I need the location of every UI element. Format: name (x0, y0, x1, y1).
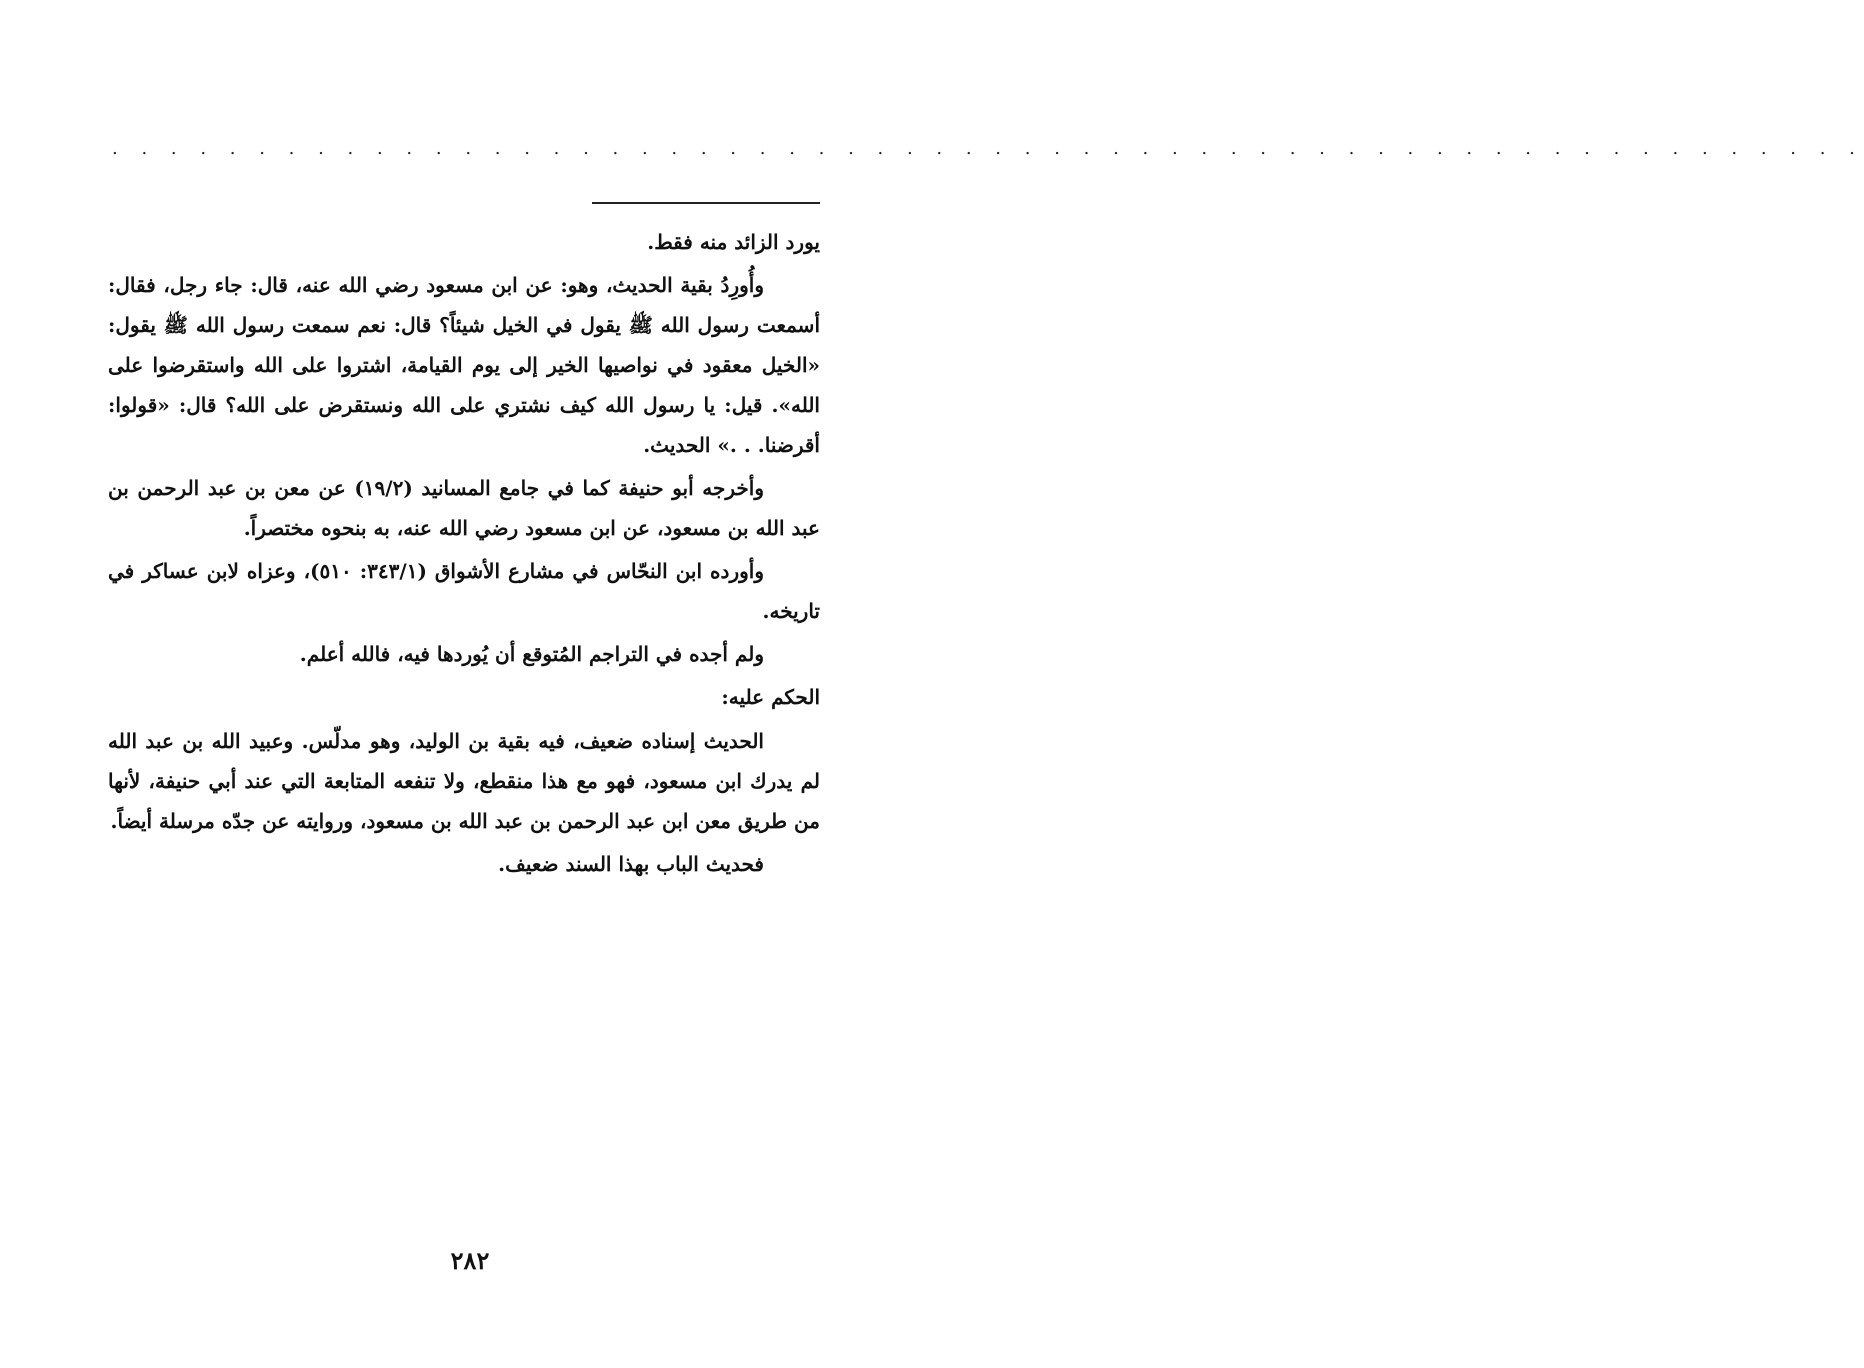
footnote-text-block (108, 222, 820, 887)
ruling-paragraph-1: الحديث إسناده ضعيف، فيه بقية بن الوليد، وهو مدلّس. وعبيد الله بن عبد الله لم يدرك ابن مسعود، فهو مع هذا منقطع، ولا تنفعه المتابعة التي عند أبي حنيفة، لأنها من طريق معن ابن عبد الرحمن بن عبد الله بن مسعود، وروايته عن جدّه مرسلة أيضاً. (108, 729, 820, 833)
paragraph-4: وأورده ابن النحّاس في مشارع الأشواق (٣٤٣/١: ٥١٠)، وعزاه لابن عساكر في تاريخه. (108, 559, 820, 623)
paragraph-5: ولم أجده في التراجم المُتوقع أن يُوردها فيه، فالله أعلم. (299, 642, 764, 666)
ruling-paragraph-2: فحديث الباب بهذا السند ضعيف. (498, 852, 764, 876)
paragraph-3: وأخرجه أبو حنيفة كما في جامع المسانيد (١٩/٢) عن معن بن عبد الرحمن بن عبد الله بن مسعود، عن ابن مسعود رضي الله عنه، به بنحوه مختصراً. (108, 476, 820, 540)
page-number: ٢٨٢ (450, 1246, 490, 1275)
paragraph-1: يورد الزائد منه فقط. (647, 230, 820, 254)
footnote-rule (592, 202, 820, 204)
ruling-heading: الحكم عليه: (721, 685, 820, 709)
paragraph-2: وأُورِدُ بقية الحديث، وهو: عن ابن مسعود رضي الله عنه، قال: جاء رجل، فقال: أسمعت رسول الله ﷺ يقول في الخيل شيئاً؟ قال: نعم سمعت رسول الله ﷺ يقول: «الخيل معقود في نواصيها الخير إلى يوم القيامة، اشتروا على الله واستقرضوا على الله». قيل: يا رسول الله كيف نشتري على الله ونستقرض على الله؟ قال: «قولوا: أقرضنا. . .» الحديث. (108, 273, 820, 457)
footnote-separator-dots: . . . . . . . . . . . . . . . . . . . . . . . . . . . . . . . . . . . . . . . . . . . . . . . . . . . . . . . . . . . . (112, 138, 1864, 159)
